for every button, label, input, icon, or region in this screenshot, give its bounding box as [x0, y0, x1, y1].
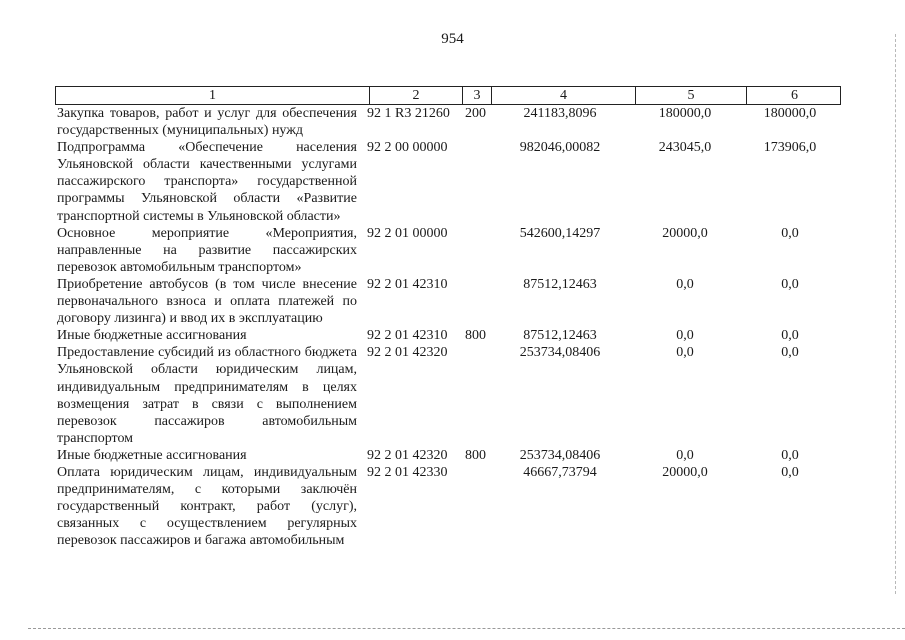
row-value-col5: 243045,0 [658, 140, 712, 156]
row-description: Оплата юридическим лицам, индивидуальным предпринимателям, с которыми заключён государственный контракт, работ (услуг), связанных с осуществлением регулярных перевозок пассажиров и багажа автомобильным [57, 464, 357, 549]
table-row [55, 344, 841, 447]
header-col-5: 5 [635, 87, 746, 104]
row-expense-type: 800 [465, 447, 486, 463]
table-row [55, 447, 841, 464]
row-value-col5: 0,0 [676, 447, 694, 463]
table-body [55, 105, 841, 549]
row-value-col6: 0,0 [781, 345, 799, 361]
row-value-col6: 180000,0 [763, 106, 817, 121]
row-expense-type: 800 [465, 328, 486, 344]
scan-edge-right [895, 34, 896, 594]
row-description: Предоставление субсидий из областного бюджета Ульяновской области юридическим лицам, индивидуальным предпринимателям в целях возмещения затрат в связи с выполнением перевозок пассажиров автомобильным транспортом [57, 345, 357, 446]
row-code: 92 1 R3 21260 [367, 106, 450, 121]
row-code: 92 2 01 42320 [367, 447, 448, 463]
page-number: 954 [441, 31, 464, 47]
row-value-col4: 253734,08406 [519, 447, 601, 463]
row-value-col4: 982046,00082 [519, 140, 601, 156]
table-row [55, 276, 841, 327]
row-value-col5: 0,0 [676, 276, 694, 292]
row-value-col4: 46667,73794 [523, 464, 597, 480]
row-code: 92 2 00 00000 [367, 140, 448, 156]
row-value-col5: 20000,0 [662, 225, 708, 241]
row-value-col4: 253734,08406 [519, 345, 601, 361]
row-code: 92 2 01 00000 [367, 225, 448, 241]
table-row [55, 225, 841, 276]
header-col-6: 6 [746, 87, 842, 104]
table-row [55, 139, 841, 224]
row-value-col5: 20000,0 [662, 464, 708, 480]
row-value-col5: 180000,0 [658, 106, 712, 121]
row-value-col4: 542600,14297 [519, 225, 601, 241]
row-value-col6: 0,0 [781, 447, 799, 463]
row-value-col6: 0,0 [781, 464, 799, 480]
row-value-col4: 87512,12463 [523, 328, 597, 344]
header-col-4: 4 [491, 87, 635, 104]
row-expense-type: 200 [465, 106, 486, 121]
row-value-col6: 0,0 [781, 225, 799, 241]
row-description: Иные бюджетные ассигнования [57, 447, 247, 463]
row-description: Иные бюджетные ассигнования [57, 328, 247, 344]
row-value-col6: 0,0 [781, 276, 799, 292]
row-code: 92 2 01 42330 [367, 464, 448, 480]
row-code: 92 2 01 42310 [367, 276, 448, 292]
header-col-1: 1 [209, 88, 216, 103]
header-col-3: 3 [462, 87, 491, 104]
row-description: Основное мероприятие «Мероприятия, направленные на развитие пассажирских перевозок автомобильным транспортом» [57, 225, 357, 275]
row-value-col5: 0,0 [676, 345, 694, 361]
row-description: Подпрограмма «Обеспечение населения Ульяновской области качественными услугами пассажирского транспорта» государственной программы Ульяновской области «Развитие транспортной системы в Ульяновской области» [57, 140, 357, 224]
budget-table [55, 86, 841, 549]
table-row [55, 105, 841, 139]
header-col-2: 2 [369, 87, 462, 104]
row-description: Закупка товаров, работ и услуг для обеспечения государственных (муниципальных) нужд [57, 106, 357, 139]
row-value-col4: 241183,8096 [523, 106, 597, 121]
row-value-col5: 0,0 [676, 328, 694, 344]
scan-edge-bottom [28, 628, 905, 629]
table-row [55, 327, 841, 344]
table-header-row [55, 86, 841, 105]
row-value-col4: 87512,12463 [523, 276, 597, 292]
row-value-col6: 173906,0 [763, 140, 817, 156]
row-code: 92 2 01 42310 [367, 328, 448, 344]
table-row [55, 464, 841, 549]
row-description: Приобретение автобусов (в том числе внесение первоначального взноса и оплата платежей по договору лизинга) и ввод их в эксплуатацию [57, 276, 357, 327]
row-value-col6: 0,0 [781, 328, 799, 344]
row-code: 92 2 01 42320 [367, 345, 448, 361]
